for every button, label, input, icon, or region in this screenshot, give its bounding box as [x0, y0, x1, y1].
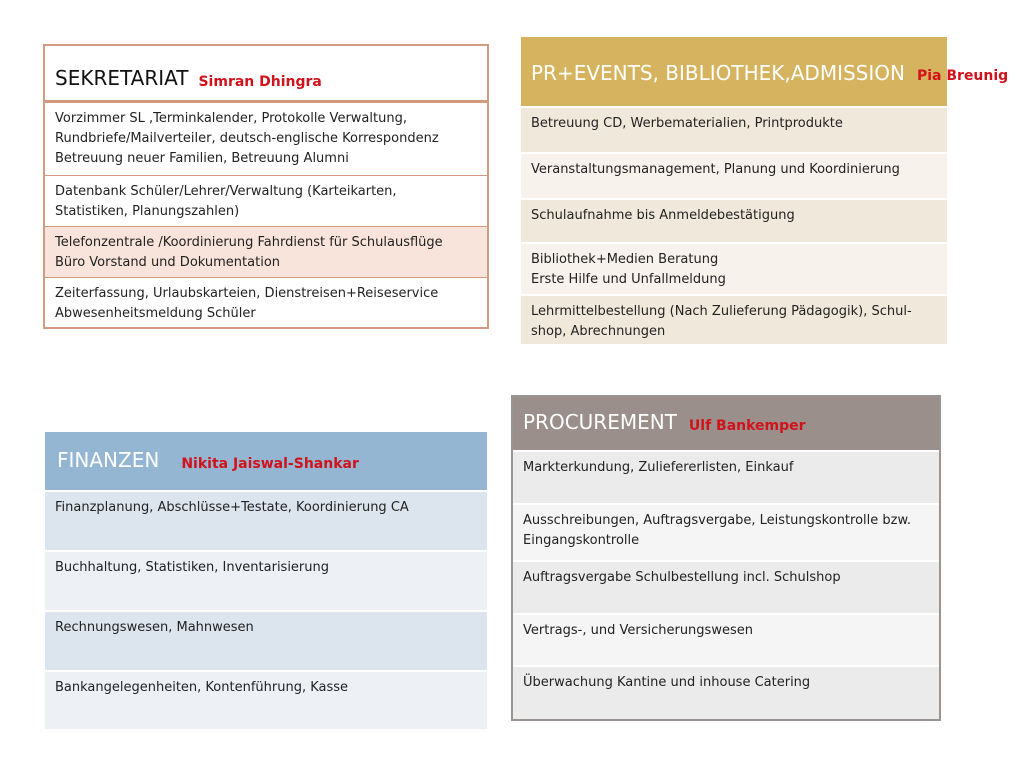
row-text: Statistiken, Planungszahlen) [55, 204, 240, 219]
finanzen-panel [45, 432, 487, 729]
row-text: Betreuung CD, Werbematerialien, Printprodukte [531, 116, 843, 131]
procurement-row [513, 560, 939, 613]
row-text: Buchhaltung, Statistiken, Inventarisierung [55, 560, 330, 575]
procurement-row [513, 613, 939, 665]
pr-events-header [521, 37, 1009, 106]
pr-events-row [521, 198, 947, 242]
procurement-row [513, 450, 939, 503]
row-text: Schulaufnahme bis Anmeldebestätigung [531, 208, 795, 223]
row-text: Ausschreibungen, Auftragsvergabe, Leistungskontrolle bzw. [523, 513, 912, 528]
sekretariat-person: Simran Dhingra [198, 74, 322, 90]
pr-events-row [521, 294, 947, 344]
pr-events-title-line1: PR+EVENTS, BIBLIOTHEK, [531, 60, 791, 85]
row-text: Finanzplanung, Abschlüsse+Testate, Koordinierung CA [55, 500, 409, 515]
row-text: Bibliothek+Medien Beratung [531, 252, 719, 267]
row-text: Eingangskontrolle [523, 533, 640, 548]
pr-events-row [521, 242, 947, 294]
sekretariat-row [45, 102, 487, 175]
row-text: Zeiterfassung, Urlaubskarteien, Dienstreisen+Reiseservice [55, 286, 439, 301]
sekretariat-header [45, 46, 487, 102]
finanzen-row [45, 490, 487, 550]
row-text: Betreuung neuer Familien, Betreuung Alumni [55, 151, 349, 166]
row-text: Überwachung Kantine und inhouse Catering [523, 675, 811, 690]
pr-events-panel [521, 37, 1009, 344]
row-text: Rechnungswesen, Mahnwesen [55, 620, 254, 635]
row-text: Vertrags-, und Versicherungswesen [523, 623, 753, 638]
row-text: Vorzimmer SL ,Terminkalender, Protokolle Verwaltung, [55, 111, 407, 126]
pr-events-row [521, 152, 947, 198]
row-text: Datenbank Schüler/Lehrer/Verwaltung (Karteikarten, [55, 184, 397, 199]
finanzen-row [45, 610, 487, 670]
row-text: Veranstaltungsmanagement, Planung und Koordinierung [531, 162, 900, 177]
finanzen-row [45, 670, 487, 729]
row-text: Erste Hilfe und Unfallmeldung [531, 272, 726, 287]
sekretariat-title: SEKRETARIAT [55, 66, 189, 90]
row-text: Bankangelegenheiten, Kontenführung, Kasse [55, 680, 349, 695]
row-text: Markterkundung, Zuliefererlisten, Einkauf [523, 460, 794, 475]
sekretariat-row [45, 175, 487, 226]
pr-events-person: Pia Breunig [916, 67, 1009, 84]
pr-events-title-line2: ADMISSION [790, 60, 905, 85]
row-text: Lehrmittelbestellung (Nach Zulieferung Pädagogik), Schul- [531, 304, 912, 319]
sekretariat-row [45, 226, 487, 277]
finanzen-title: FINANZEN [57, 448, 160, 472]
sekretariat-panel [43, 44, 489, 329]
row-text: shop, Abrechnungen [531, 324, 666, 339]
row-text: Büro Vorstand und Dokumentation [55, 255, 281, 270]
procurement-row [513, 665, 939, 719]
row-text: Auftragsvergabe Schulbestellung incl. Schulshop [523, 570, 841, 585]
row-text: Rundbriefe/Mailverteiler, deutsch-englische Korrespondenz [55, 131, 439, 146]
row-text: Telefonzentrale /Koordinierung Fahrdienst für Schulausflüge [55, 235, 443, 250]
finanzen-row [45, 550, 487, 610]
procurement-header [513, 397, 939, 450]
procurement-person: Ulf Bankemper [688, 418, 806, 434]
pr-events-row [521, 106, 947, 152]
sekretariat-row [45, 277, 487, 327]
finanzen-header [45, 432, 487, 490]
row-text: Abwesenheitsmeldung Schüler [55, 306, 256, 321]
procurement-title: PROCUREMENT [523, 410, 677, 434]
pr-events-title-row [791, 58, 1008, 88]
procurement-panel [511, 395, 941, 721]
finanzen-person: Nikita Jaiswal-Shankar [181, 456, 359, 472]
procurement-row [513, 503, 939, 560]
